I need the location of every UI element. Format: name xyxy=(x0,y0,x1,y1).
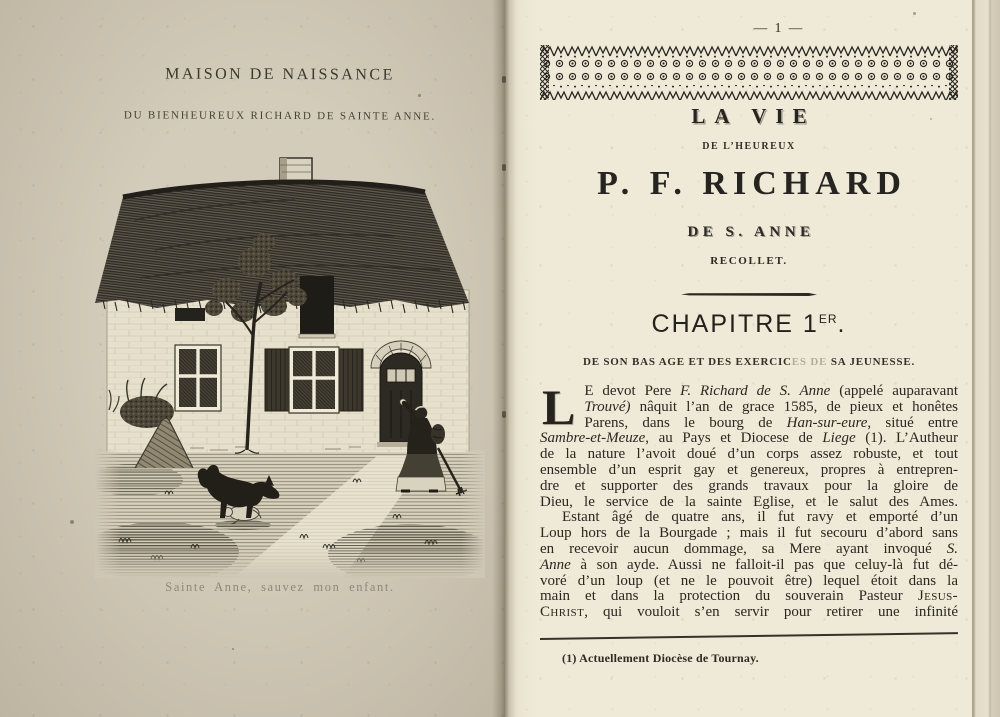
foxing-speck xyxy=(913,12,916,15)
left-page-subheading: DU BIENHEUREUX RICHARD DE SAINTE ANNE. xyxy=(123,109,437,123)
text-segment: en recevoir aucun dommage, sa Mere ayant invoqué xyxy=(540,540,947,557)
vignette-right xyxy=(461,450,485,578)
text-line xyxy=(540,605,958,621)
text-segment: , qui vouloit s’en servir pour retirer une infinité xyxy=(584,604,958,621)
series-title: LA VIE xyxy=(691,104,816,128)
foxing-speck xyxy=(70,520,74,524)
foxing-speck xyxy=(232,648,234,650)
right-window xyxy=(265,347,363,413)
text-segment: , situé entre xyxy=(867,414,958,431)
text-segment: Parens, dans le bourg de xyxy=(584,414,787,431)
text-line xyxy=(540,558,958,574)
paragraph xyxy=(540,510,958,621)
vignette-bottom xyxy=(95,546,485,578)
text-line xyxy=(540,384,958,400)
foxing-speck xyxy=(418,94,421,97)
text-segment: F. Richard de S. Anne xyxy=(680,383,831,399)
text-line xyxy=(540,416,958,432)
text-segment: Estant âgé de quatre ans, il fut ravy et emporté d’un xyxy=(562,509,958,526)
page-edge xyxy=(972,0,1000,717)
page-number: — 1 — xyxy=(753,20,805,35)
left-page-heading: MAISON DE NAISSANCE xyxy=(165,65,395,84)
main-title: P. F. RICHARD xyxy=(597,165,907,202)
text-line xyxy=(540,479,958,495)
text-line xyxy=(540,400,958,416)
right-page xyxy=(505,0,972,717)
foxing-speck xyxy=(930,118,932,120)
footnote: (1) Actuellement Diocèse de Tournay. xyxy=(562,651,759,665)
paragraph xyxy=(540,379,959,510)
chapter-period: . xyxy=(837,310,847,338)
text-segment: ensemble d’un esprit gay et genereux, propres à entrepren- xyxy=(540,461,958,478)
text-segment: SA JEUNESSE. xyxy=(827,356,916,368)
text-line xyxy=(540,510,958,526)
text-line xyxy=(540,542,958,558)
chapter-ordinal-sup: ER xyxy=(818,312,838,326)
text-segment: Han-sur-eure xyxy=(786,414,868,431)
text-line xyxy=(540,574,958,590)
chapter-heading xyxy=(540,310,958,339)
text-segment: dre et supporter des grands travaux pour la gloire de xyxy=(540,477,958,494)
dropcap-initial: L xyxy=(542,379,576,435)
text-line xyxy=(540,431,958,447)
title-order: RECOLLET. xyxy=(710,255,788,267)
text-segment: Loup hors de la Bourgade ; mais il fut secouru d’abord sans xyxy=(540,525,958,542)
text-segment: de la nature l’avoit doué d’un corps assez robuste, et tout xyxy=(540,446,958,463)
text-segment: DE SON BAS AGE ET DES EXERCIC xyxy=(582,356,792,368)
text-segment: , au Pays et Diocese de xyxy=(645,430,823,447)
text-segment: (appelé auparavant xyxy=(830,383,959,399)
text-segment: Christ xyxy=(540,604,585,621)
text-line xyxy=(540,463,958,479)
right-page-content xyxy=(505,0,972,717)
text-segment: (1). L’Autheur xyxy=(855,430,958,447)
chapter-subtitle xyxy=(540,356,958,368)
text-segment: E devot Pere xyxy=(584,383,681,399)
text-segment: Dieu, le service de la sainte Eglise, et le salut des Ames. xyxy=(540,493,958,510)
text-segment: S. xyxy=(946,540,958,557)
cottage-engraving-illustration xyxy=(95,150,485,578)
ornament-band xyxy=(540,44,958,100)
vignette-left xyxy=(95,450,121,578)
text-segment: ES DE xyxy=(791,356,828,368)
text-segment: voré d’un loup (et ne le pouvoit être) lequel étoit dans la xyxy=(540,572,958,589)
title-subline: DE L’HEUREUX xyxy=(702,141,796,152)
text-segment: Liege xyxy=(822,430,856,447)
text-segment: à son ayde. Aussi ne falloit-il pas que celuy-là fut dé- xyxy=(570,556,958,573)
engraving-caption: Sainte Anne, sauvez mon enfant. xyxy=(165,580,395,594)
text-segment: Sambre-et-Meuze xyxy=(540,430,646,447)
text-segment: Anne xyxy=(540,556,571,573)
text-line xyxy=(540,447,958,463)
eave-vent xyxy=(175,308,205,321)
footnote-rule xyxy=(540,632,958,639)
title-suffix: DE S. ANNE xyxy=(687,224,815,240)
text-line xyxy=(540,589,958,605)
text-line xyxy=(540,526,958,542)
text-segment: Jesus- xyxy=(917,588,958,605)
text-segment: main et dans la protection du souverain Pasteur xyxy=(540,588,918,605)
left-window xyxy=(175,345,221,411)
text-line xyxy=(540,495,958,511)
engraving-svg xyxy=(95,150,485,578)
tapered-rule xyxy=(681,293,817,296)
text-segment: Trouvé) xyxy=(584,398,631,415)
thatched-roof xyxy=(95,182,469,313)
body-paragraphs xyxy=(540,379,959,621)
text-segment: nâquit l’an de grace 1585, de pieux et honêtes xyxy=(630,398,958,415)
chapter-label: CHAPITRE 1 xyxy=(651,310,819,338)
dormer-opening xyxy=(299,276,335,338)
